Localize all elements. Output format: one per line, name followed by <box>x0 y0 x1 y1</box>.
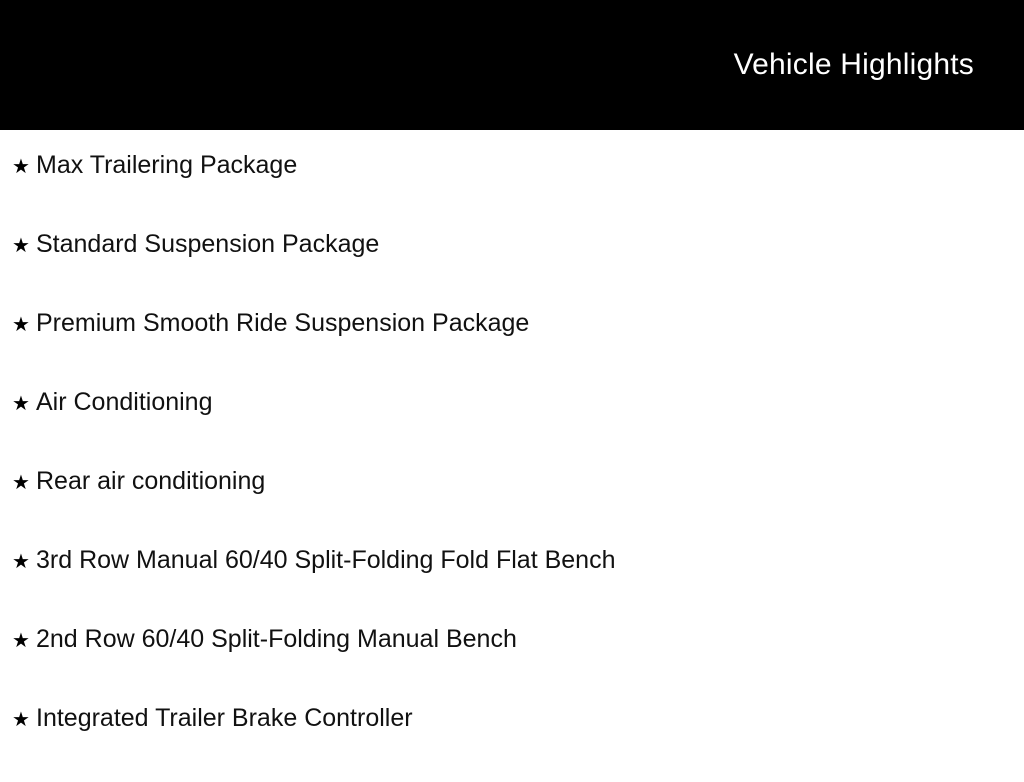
list-item <box>0 308 1024 387</box>
list-item-label: Rear air conditioning <box>36 467 266 495</box>
list-item-label: 2nd Row 60/40 Split-Folding Manual Bench <box>36 625 517 653</box>
star-icon: ★ <box>12 314 30 336</box>
star-icon: ★ <box>12 393 30 415</box>
list-item <box>0 150 1024 229</box>
header-bar <box>0 0 1024 130</box>
star-icon: ★ <box>12 156 30 178</box>
list-item-label: Integrated Trailer Brake Controller <box>36 704 413 732</box>
list-item-label: Premium Smooth Ride Suspension Package <box>36 309 530 337</box>
star-icon: ★ <box>12 235 30 257</box>
list-item <box>0 229 1024 308</box>
star-icon: ★ <box>12 472 30 494</box>
list-item-label: 3rd Row Manual 60/40 Split-Folding Fold Flat Bench <box>36 546 616 574</box>
list-item-label: Max Trailering Package <box>36 151 298 179</box>
list-item <box>0 624 1024 703</box>
star-icon: ★ <box>12 709 30 731</box>
list-item <box>0 466 1024 545</box>
list-item <box>0 703 1024 782</box>
star-icon: ★ <box>12 630 30 652</box>
list-item-label: Air Conditioning <box>36 388 213 416</box>
star-icon: ★ <box>12 551 30 573</box>
page-title: Vehicle Highlights <box>733 48 974 81</box>
list-item <box>0 545 1024 624</box>
list-item <box>0 387 1024 466</box>
list-item-label: Standard Suspension Package <box>36 230 380 258</box>
vehicle-highlights-list <box>0 130 1024 782</box>
